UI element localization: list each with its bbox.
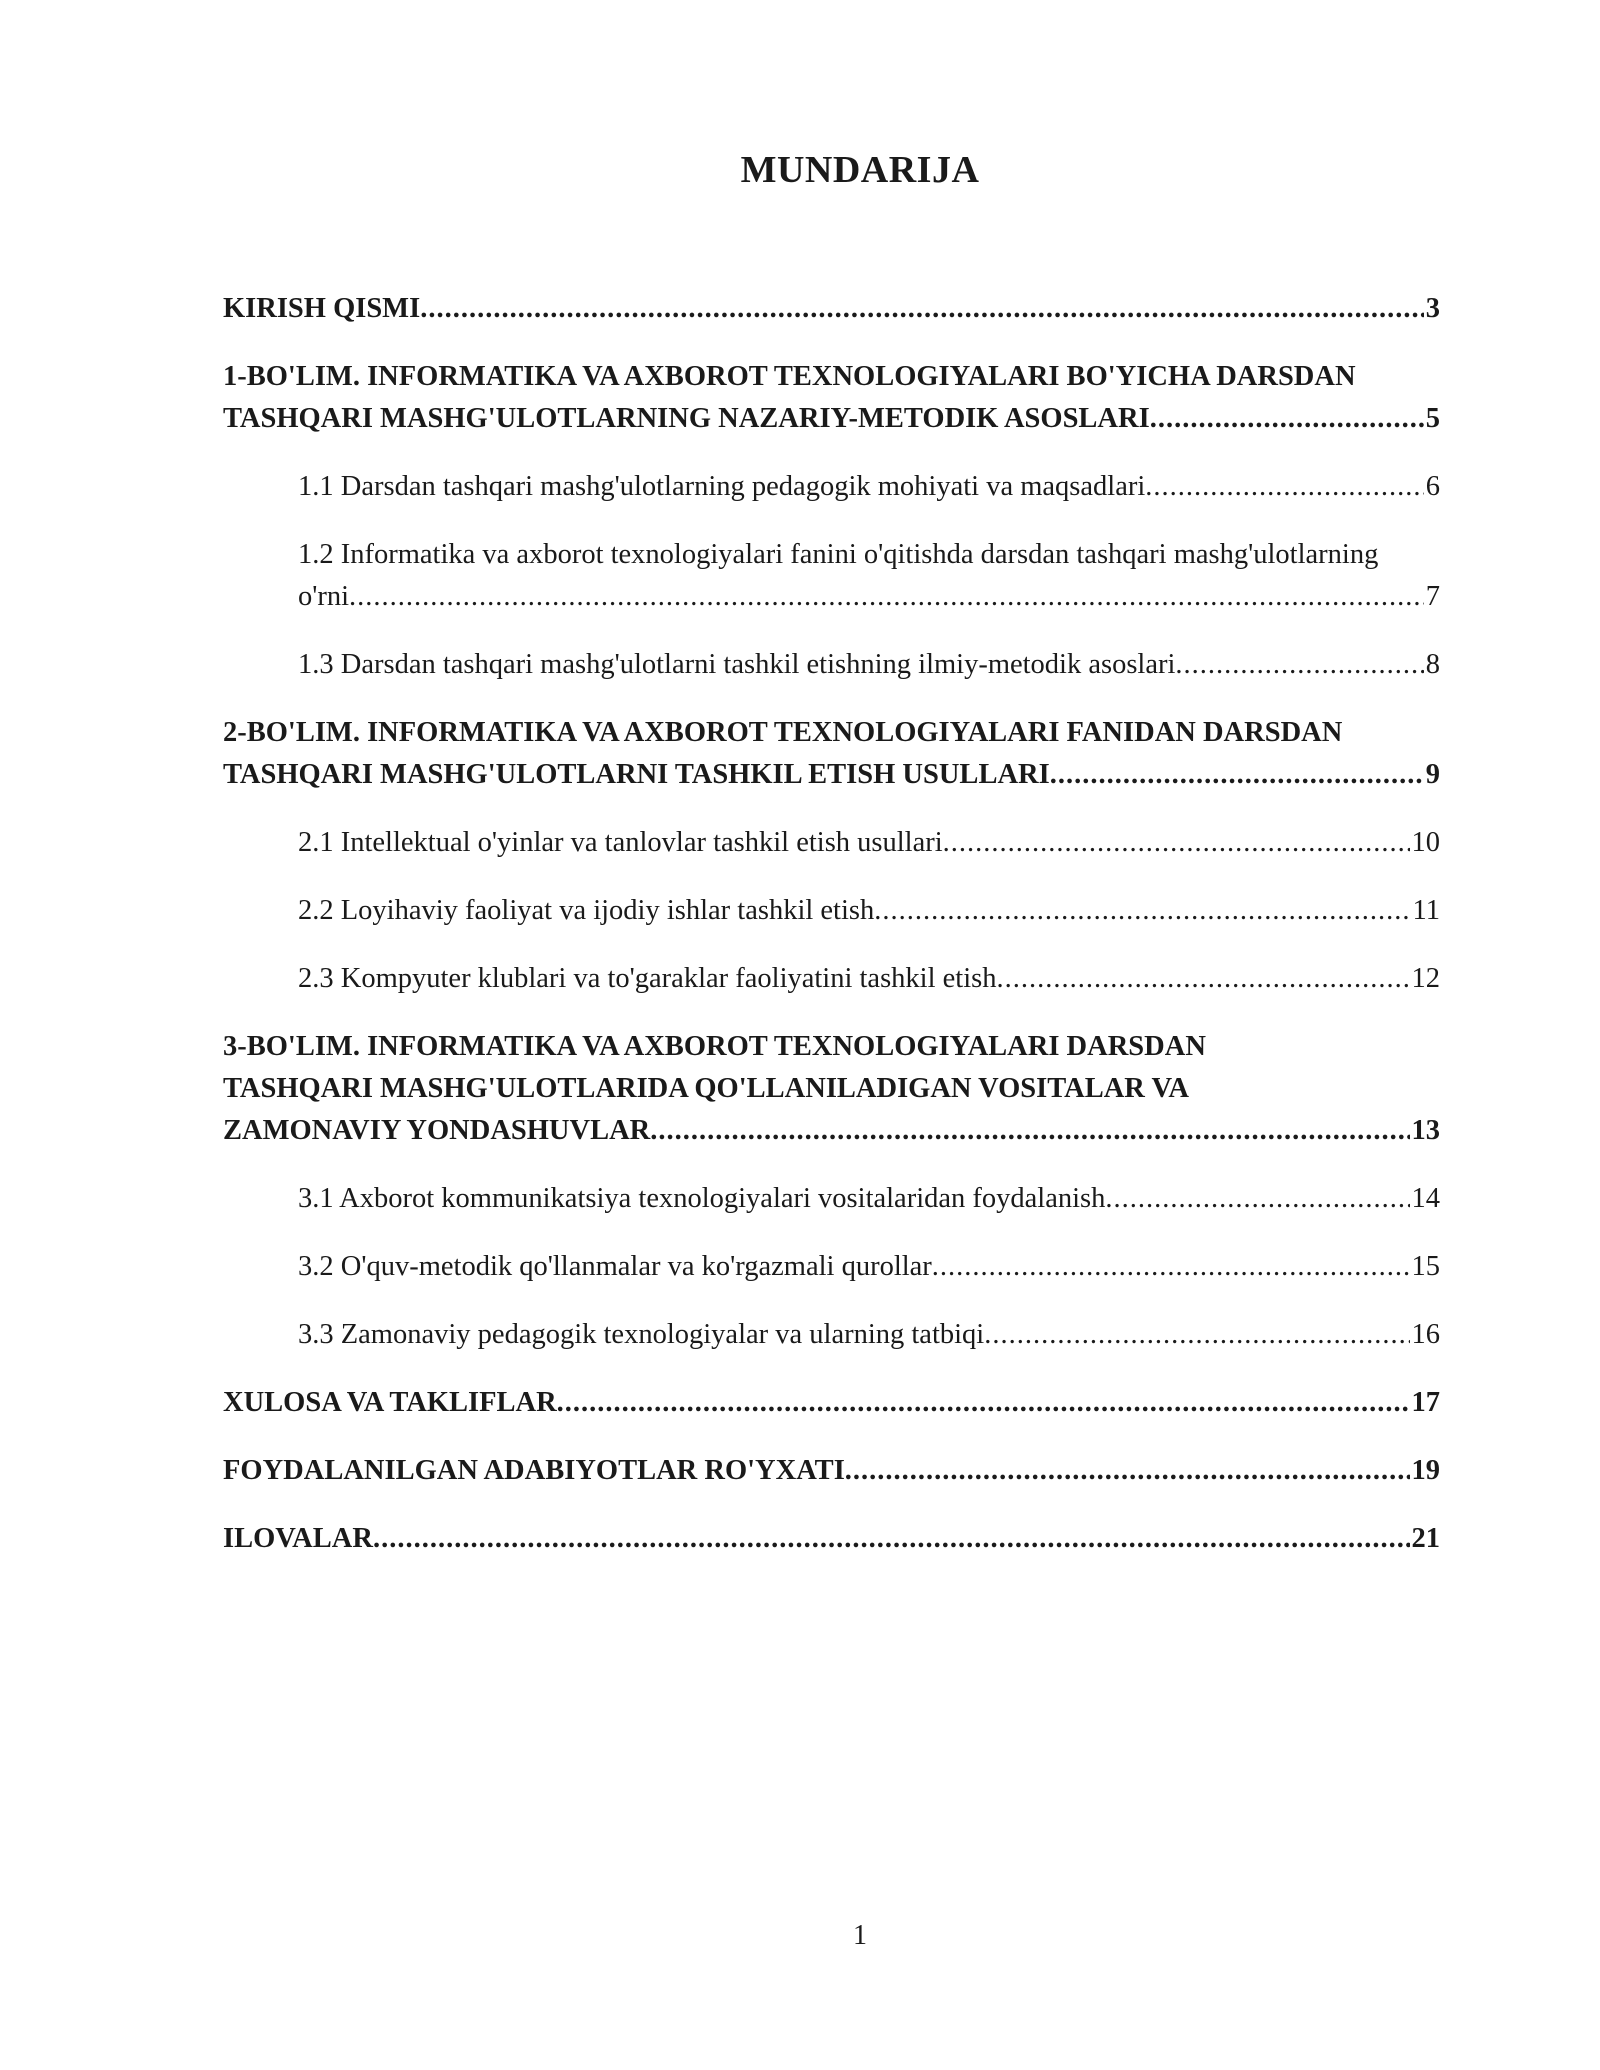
toc-entry-title-line: TASHQARI MASHG'ULOTLARIDA QO'LLANILADIGAN VOSITALAR VA bbox=[223, 1073, 1189, 1104]
toc-entry-title: 3.1 Axborot kommunikatsiya texnologiyalari vositalaridan foydalanish bbox=[298, 1183, 1106, 1214]
toc-entry-title: KIRISH QISMI bbox=[223, 293, 421, 324]
dot-leader bbox=[1145, 466, 1423, 508]
toc-page-number: 16 bbox=[1411, 1319, 1440, 1350]
toc-entry-chapter-2[interactable] bbox=[223, 712, 1440, 796]
toc-entry-title: ILOVALAR bbox=[223, 1523, 373, 1554]
page-title: MUNDARIJA bbox=[740, 149, 980, 191]
toc-page-number: 8 bbox=[1425, 649, 1440, 680]
toc-entry-title: XULOSA VA TAKLIFLAR bbox=[223, 1387, 557, 1418]
toc-page-number: 14 bbox=[1411, 1183, 1440, 1214]
dot-leader bbox=[845, 1450, 1410, 1492]
toc-entry-title-line: 1-BO'LIM. INFORMATIKA VA AXBOROT TEXNOLOGIYALARI BO'YICHA DARSDAN bbox=[223, 361, 1356, 392]
table-of-contents bbox=[223, 288, 1440, 1586]
toc-entry-title: 1.3 Darsdan tashqari mashg'ulotlarni tashkil etishning ilmiy-metodik asoslari bbox=[298, 649, 1176, 680]
toc-entry-chapter-1[interactable] bbox=[223, 356, 1440, 440]
toc-entry-title-line: 2-BO'LIM. INFORMATIKA VA AXBOROT TEXNOLOGIYALARI FANIDAN DARSDAN bbox=[223, 717, 1343, 748]
dot-leader bbox=[984, 1314, 1409, 1356]
toc-entry-title: 1.1 Darsdan tashqari mashg'ulotlarning pedagogik mohiyati va maqsadlari bbox=[298, 471, 1146, 502]
toc-entry-section-1-3[interactable] bbox=[298, 644, 1440, 686]
toc-page-number: 9 bbox=[1425, 759, 1440, 790]
toc-entry-xulosa[interactable] bbox=[223, 1382, 1440, 1424]
toc-page-number: 12 bbox=[1411, 963, 1440, 994]
toc-page-number: 10 bbox=[1411, 827, 1440, 858]
toc-page-number: 17 bbox=[1411, 1387, 1440, 1418]
toc-entry-title-line: 1.2 Informatika va axborot texnologiyalari fanini o'qitishda darsdan tashqari mashg'ulotlarning bbox=[298, 539, 1379, 570]
toc-entry-section-2-1[interactable] bbox=[298, 822, 1440, 864]
page-number: 1 bbox=[853, 1920, 867, 1951]
dot-leader bbox=[1105, 1178, 1409, 1220]
toc-entry-section-1-1[interactable] bbox=[298, 466, 1440, 508]
dot-leader bbox=[650, 1110, 1409, 1152]
dot-leader bbox=[420, 288, 1424, 330]
toc-page-number: 6 bbox=[1425, 471, 1440, 502]
dot-leader bbox=[943, 822, 1410, 864]
toc-page-number: 3 bbox=[1425, 293, 1440, 324]
toc-page-number: 21 bbox=[1411, 1523, 1440, 1554]
dot-leader bbox=[874, 890, 1410, 932]
toc-page-number: 15 bbox=[1411, 1251, 1440, 1282]
dot-leader bbox=[1175, 644, 1423, 686]
toc-entry-title: TASHQARI MASHG'ULOTLARNING NAZARIY-METODIK ASOSLARI bbox=[223, 403, 1150, 434]
toc-entry-title: o'rni bbox=[298, 581, 350, 612]
toc-entry-section-3-3[interactable] bbox=[298, 1314, 1440, 1356]
toc-entry-section-3-1[interactable] bbox=[298, 1178, 1440, 1220]
toc-entry-title: TASHQARI MASHG'ULOTLARNI TASHKIL ETISH USULLARI bbox=[223, 759, 1050, 790]
toc-entry-title: 2.2 Loyihaviy faoliyat va ijodiy ishlar tashkil etish bbox=[298, 895, 875, 926]
dot-leader bbox=[996, 958, 1409, 1000]
toc-entry-section-2-3[interactable] bbox=[298, 958, 1440, 1000]
toc-entry-section-1-2[interactable] bbox=[298, 534, 1440, 618]
toc-page-number: 19 bbox=[1411, 1455, 1440, 1486]
toc-entry-title: 2.3 Kompyuter klublari va to'garaklar faoliyatini tashkil etish bbox=[298, 963, 997, 994]
toc-entry-chapter-3[interactable] bbox=[223, 1026, 1440, 1152]
toc-entry-kirish[interactable] bbox=[223, 288, 1440, 330]
dot-leader bbox=[373, 1518, 1410, 1560]
toc-entry-title: 2.1 Intellektual o'yinlar va tanlovlar tashkil etish usullari bbox=[298, 827, 943, 858]
toc-entry-section-3-2[interactable] bbox=[298, 1246, 1440, 1288]
toc-entry-title: 3.3 Zamonaviy pedagogik texnologiyalar va ularning tatbiqi bbox=[298, 1319, 985, 1350]
toc-page-number: 5 bbox=[1425, 403, 1440, 434]
toc-entry-adabiyotlar[interactable] bbox=[223, 1450, 1440, 1492]
dot-leader bbox=[557, 1382, 1410, 1424]
toc-entry-section-2-2[interactable] bbox=[298, 890, 1440, 932]
toc-page-number: 13 bbox=[1411, 1115, 1440, 1146]
dot-leader bbox=[349, 576, 1424, 618]
dot-leader bbox=[1150, 398, 1424, 440]
toc-entry-ilovalar[interactable] bbox=[223, 1518, 1440, 1560]
toc-entry-title: 3.2 O'quv-metodik qo'llanmalar va ko'rgazmali qurollar bbox=[298, 1251, 932, 1282]
dot-leader bbox=[932, 1246, 1410, 1288]
toc-entry-title: ZAMONAVIY YONDASHUVLAR bbox=[223, 1115, 651, 1146]
toc-page-number: 7 bbox=[1425, 581, 1440, 612]
toc-entry-title-line: 3-BO'LIM. INFORMATIKA VA AXBOROT TEXNOLOGIYALARI DARSDAN bbox=[223, 1031, 1206, 1062]
toc-page-number: 11 bbox=[1412, 895, 1440, 926]
dot-leader bbox=[1050, 754, 1424, 796]
toc-entry-title: FOYDALANILGAN ADABIYOTLAR RO'YXATI bbox=[223, 1455, 845, 1486]
